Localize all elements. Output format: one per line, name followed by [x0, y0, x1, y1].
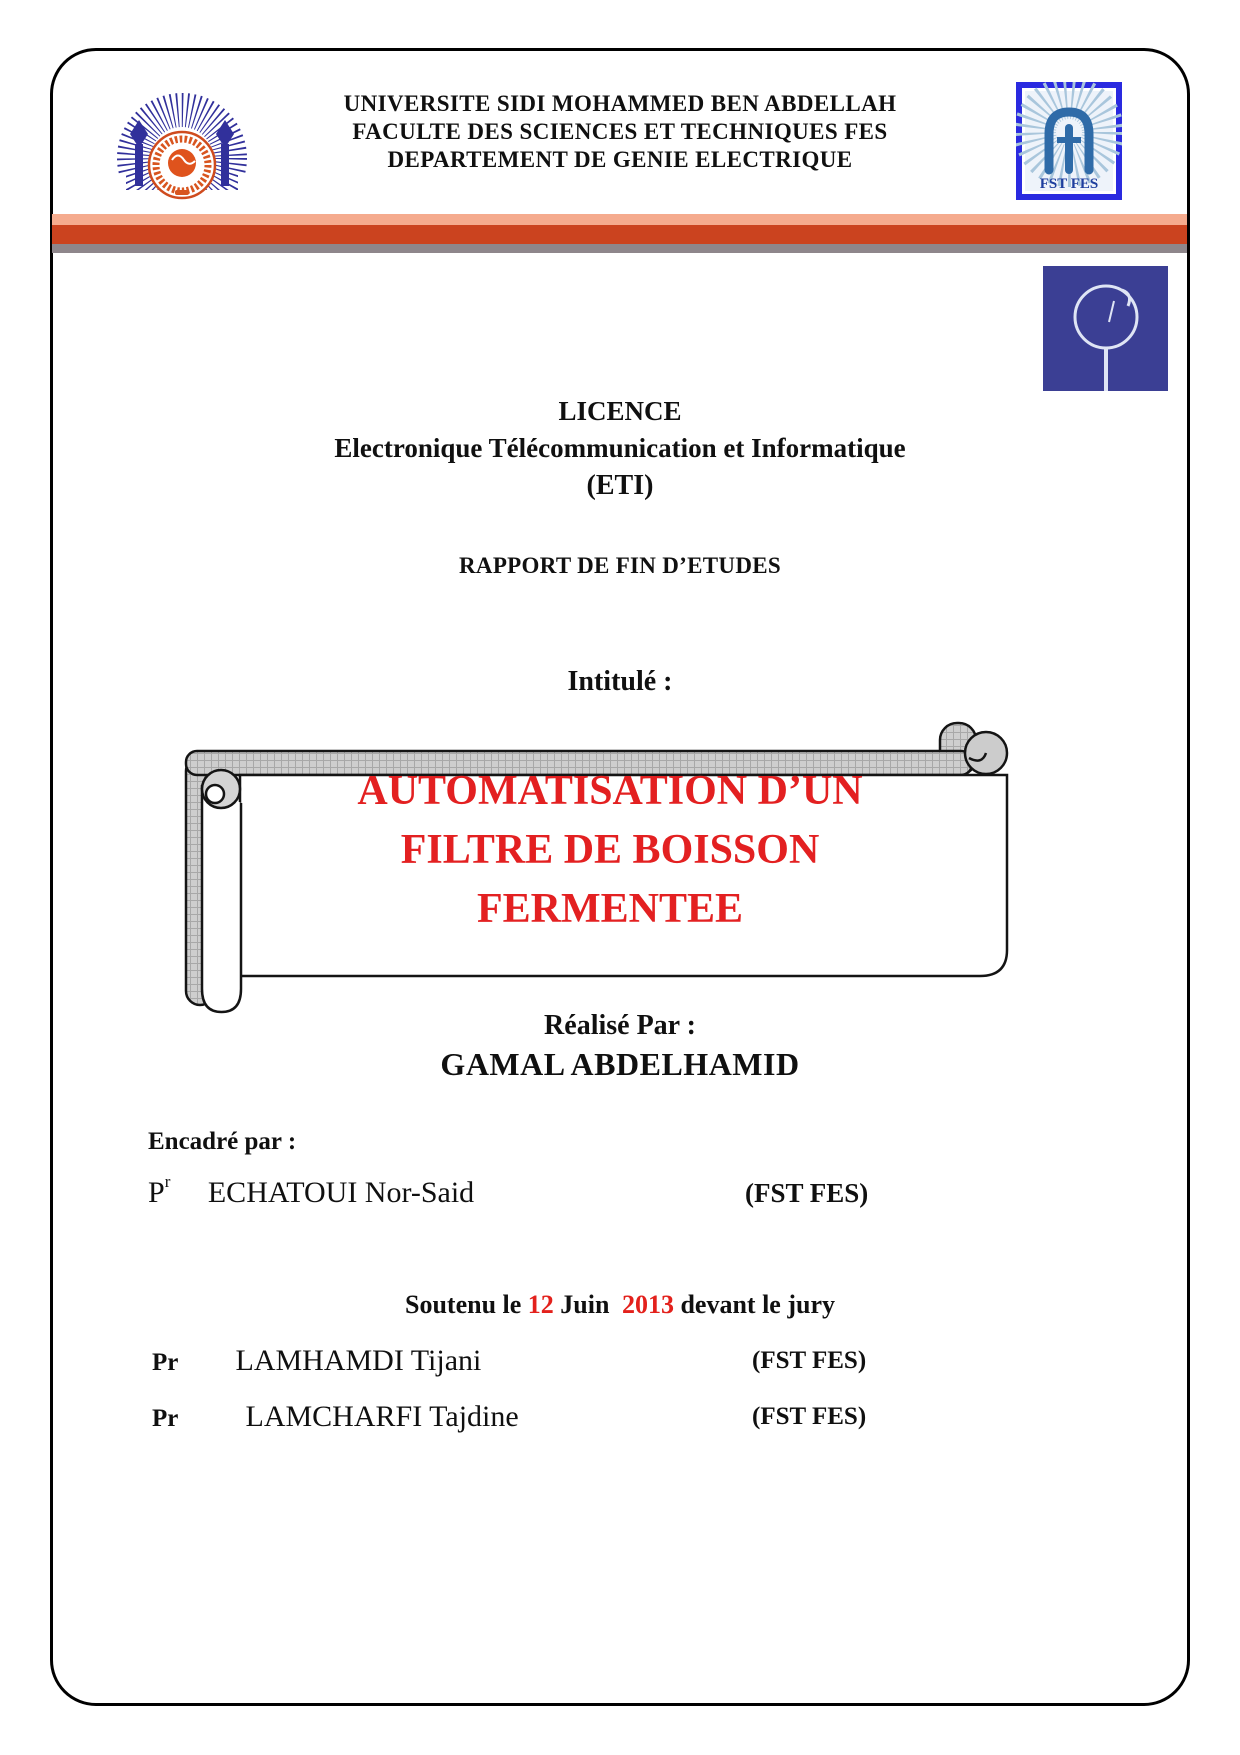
report-title-line-1: AUTOMATISATION D’UN	[357, 768, 863, 814]
fst-fes-icon	[1016, 82, 1122, 200]
degree-label: LICENCE	[558, 396, 682, 426]
author-name: GAMAL ABDELHAMID	[440, 1046, 800, 1082]
jury-member-affiliation: (FST FES)	[752, 1403, 867, 1430]
supervisor-title-superscript: r	[164, 1172, 171, 1191]
jury-member-name: LAMHAMDI Tijani	[235, 1344, 482, 1377]
program-name: Electronique Télécommunication et Informatique	[334, 433, 906, 463]
supervisor-name: ECHATOUI Nor-Said	[207, 1176, 475, 1209]
jury-member-title: Pr	[152, 1349, 179, 1376]
divider-gray-stripe	[52, 244, 1187, 253]
program-abbreviation: (ETI)	[586, 470, 654, 501]
defense-line	[170, 1290, 1070, 1320]
jury-member-affiliation: (FST FES)	[752, 1347, 867, 1374]
report-type-label: RAPPORT DE FIN D’ETUDES	[459, 553, 781, 578]
supervisor-row	[148, 1172, 1108, 1210]
jury-row	[152, 1400, 1112, 1434]
fst-fes-logo	[1016, 82, 1122, 205]
university-name: UNIVERSITE SIDI MOHAMMED BEN ABDELLAH	[343, 91, 897, 116]
supervisor-title: $P^r$	[148, 1172, 171, 1209]
department-name: DEPARTEMENT DE GENIE ELECTRIQUE	[387, 147, 853, 172]
author-block	[170, 1010, 1070, 1083]
institution-header	[170, 90, 1070, 174]
indigo-flower-icon	[1043, 266, 1168, 391]
defense-prefix: Soutenu le	[404, 1290, 522, 1319]
report-title	[240, 762, 980, 939]
author-label: Réalisé Par :	[544, 1010, 696, 1041]
indigo-flower-logo	[1043, 266, 1168, 396]
title-label: Intitulé :	[567, 666, 673, 697]
fst-fes-logo-text: FST FES	[1039, 176, 1099, 192]
defense-month: Juin	[560, 1290, 610, 1319]
defense-year: 2013	[621, 1290, 674, 1319]
supervisor-affiliation: (FST FES)	[745, 1178, 869, 1208]
supervisor-label: Encadré par :	[148, 1128, 297, 1155]
report-title-line-2: FILTRE DE BOISSON	[400, 827, 820, 873]
jury-row	[152, 1344, 1112, 1378]
program-block	[170, 393, 1070, 504]
defense-suffix: devant le jury	[680, 1290, 835, 1319]
divider-salmon-stripe	[52, 214, 1187, 225]
defense-day: 12	[527, 1290, 554, 1319]
jury-member-name: LAMCHARFI Tajdine	[245, 1400, 519, 1433]
jury-member-title: Pr	[152, 1405, 179, 1432]
report-title-line-3: FERMENTEE	[476, 886, 744, 932]
tricolor-divider-bar	[52, 214, 1187, 253]
faculty-name: FACULTE DES SCIENCES ET TECHNIQUES FES	[352, 119, 888, 144]
divider-orange-stripe	[52, 225, 1187, 244]
